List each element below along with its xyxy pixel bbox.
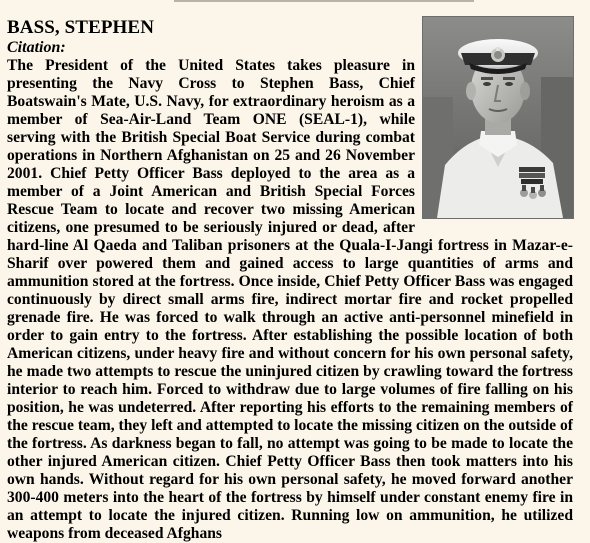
top-divider — [174, 0, 474, 2]
recipient-name: BASS, STEPHEN — [7, 17, 155, 38]
portrait-photo — [423, 17, 573, 218]
citation-text: The President of the United States takes pleasure in presenting the Navy Cross to Stephen Bass, Chief Boatswain's Mate, U.S. Navy, for extraordinary heroism as a member of Sea-Air-Land Team ONE (SEAL-1), while serving with the British Special Boat Service during combat operations in Northern Afghanistan on 25 and 26 November 2001. Chief Petty Officer Bass deployed to the area as a member of a Joint American and British Special Forces Rescue Team to locate and recover two missing American citizens, one presumed to be seriously injured or dead, after hard-line Al Qaeda and Taliban prisoners at the Quala-I-Jangi fortress in Mazar-e-Sharif over powered them and gained access to large quantities of arms and ammunition stored at the fortress. Once inside, Chief Petty Officer Bass was engaged continuously by direct small arms fire, indirect mortar fire and rocket propelled grenade fire. He was forced to walk through an active anti-personnel minefield in order to gain entry to the fortress. After establishing the possible location of both American citizens, under heavy fire and without concern for his own personal safety, he made two attempts to rescue the uninjured citizen by crawling toward the fortress interior to reach him. Forced to withdraw due to large volumes of fire falling on his position, he was undeterred. After reporting his efforts to the remaining members of the rescue team, they left and attempted to locate the missing citizen on the outside of the fortress. As darkness began to fall, no attempt was going to be made to locate the other injured American citizen. Chief Petty Officer Bass then took matters into his own hands. Without regard for his own personal safety, he moved forward another 300-400 meters into the heart of the fortress by himself under constant enemy fire in an attempt to locate the injured citizen. Running low on ammunition, he utilized weapons from deceased Afghans — [7, 57, 573, 542]
citation-label: Citation: — [7, 39, 66, 56]
portrait-illustration — [423, 17, 573, 218]
citation-article — [7, 17, 573, 543]
